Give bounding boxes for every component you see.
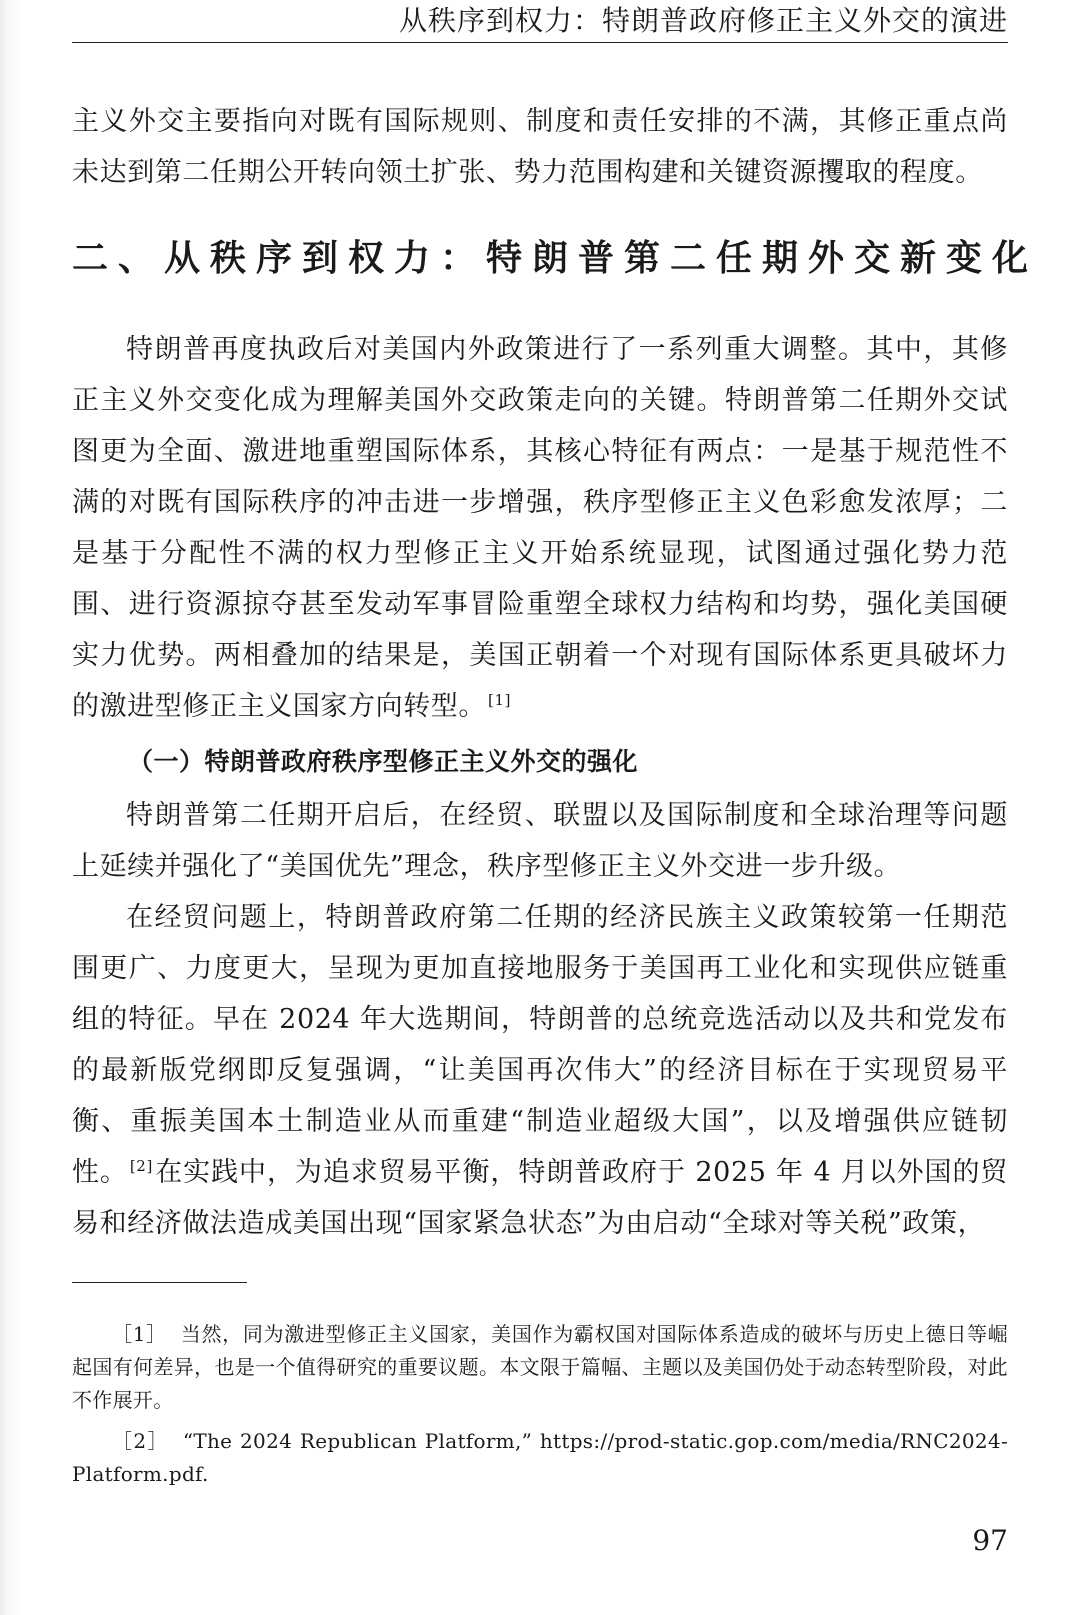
running-header: [72, 4, 1008, 43]
paragraph-trade-text-a: 在经贸问题上，特朗普政府第二任期的经济民族主义政策较第一任期范围更广、力度更大，呈现为更加直接地服务于美国再工业化和实现供应链重组的特征。早在 2024 年大选期间，特朗普的总统竞选活动以及共和党发布的最新版党纲即反复强调，“让美国再次伟大”的经济目标在于实现贸易平衡、重振美国本土制造业从而重建“制造业超级大国”，以及增强供应链韧性。: [72, 902, 1008, 1188]
footnote-ref-2[interactable]: [2]: [129, 1157, 153, 1175]
footnote-text: 当然，同为激进型修正主义国家，美国作为霸权国对国际体系造成的破坏与历史上德日等崛起国有何差异，也是一个值得研究的重要议题。本文限于篇幅、主题以及美国仍处于动态转型阶段，对此不作展开。: [72, 1322, 1009, 1412]
footnote-label: ［2］: [112, 1429, 169, 1453]
subsection-title: （一）特朗普政府秩序型修正主义外交的强化: [128, 747, 639, 776]
footnote-ref-1[interactable]: [1]: [488, 691, 512, 709]
paragraph-intro-text: 特朗普再度执政后对美国内外政策进行了一系列重大调整。其中，其修正主义外交变化成为理解美国外交政策走向的关键。特朗普第二任期外交试图更为全面、激进地重塑国际体系，其核心特征有两点：一是基于规范性不满的对既有国际秩序的冲击进一步增强，秩序型修正主义色彩愈发浓厚；二是基于分配性不满的权力型修正主义开始系统显现，试图通过强化势力范围、进行资源掠夺甚至发动军事冒险重塑全球权力结构和均势，强化美国硬实力优势。两相叠加的结果是，美国正朝着一个对现有国际体系更具破坏力的激进型修正主义国家方向转型。: [72, 334, 1008, 722]
section-title: 二、从秩序到权力：特朗普第二任期外交新变化: [72, 237, 1039, 279]
footnote-divider: [72, 1282, 247, 1283]
main-content: [72, 96, 1039, 1249]
running-title: 从秩序到权力：特朗普政府修正主义外交的演进: [398, 4, 1008, 37]
footnotes: [72, 1318, 1008, 1499]
footnote-label: ［1］: [112, 1322, 167, 1346]
footnote-1: [72, 1318, 1008, 1417]
footnote-text: “The 2024 Republican Platform,” https://prod-static.gop.com/media/RNC2024-Platform.pdf.: [72, 1429, 1008, 1486]
paragraph-intro: [72, 324, 1008, 732]
paragraph-trade: [72, 892, 1008, 1249]
page-number: 97: [972, 1524, 1008, 1557]
paragraph-continued: 主义外交主要指向对既有国际规则、制度和责任安排的不满，其修正重点尚未达到第二任期公开转向领土扩张、势力范围构建和关键资源攫取的程度。: [72, 106, 1008, 188]
paragraph-trade-text-b: 在实践中，为追求贸易平衡，特朗普政府于 2025 年 4 月以外国的贸易和经济做法造成美国出现“国家紧急状态”为由启动“全球对等关税”政策，: [72, 1157, 1008, 1239]
paragraph-second-term: 特朗普第二任期开启后，在经贸、联盟以及国际制度和全球治理等问题上延续并强化了“美国优先”理念，秩序型修正主义外交进一步升级。: [72, 800, 1008, 882]
footnote-2: [72, 1425, 1008, 1491]
